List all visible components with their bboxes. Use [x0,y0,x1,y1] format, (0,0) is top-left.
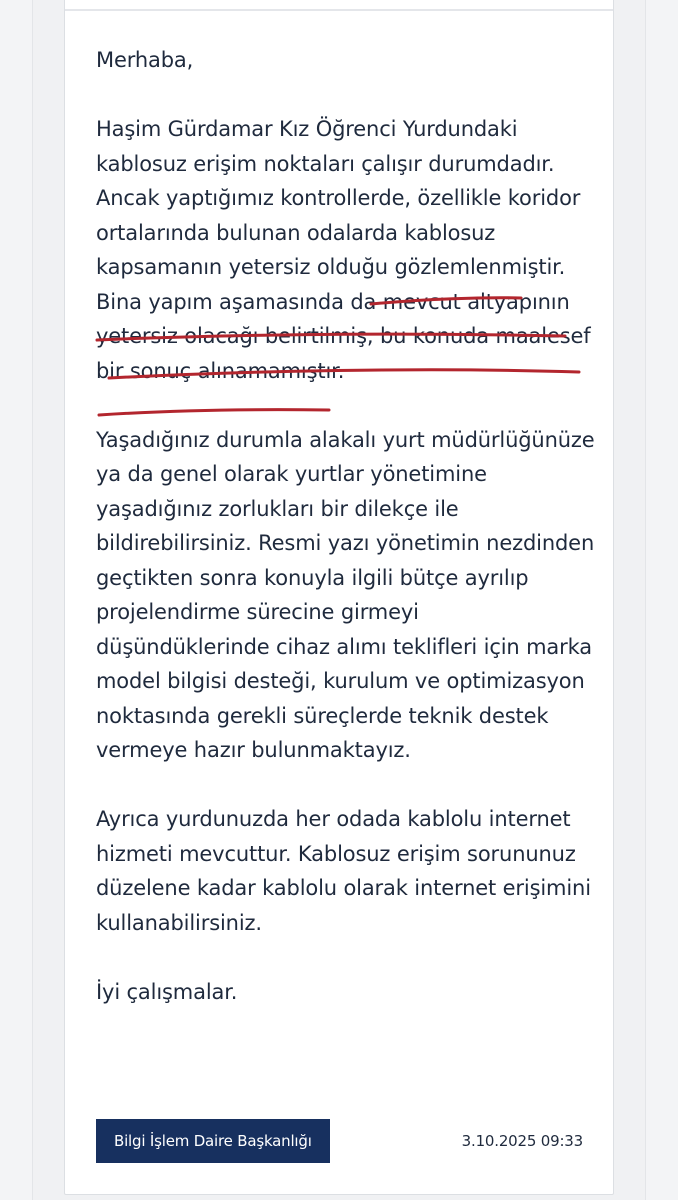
department-badge: Bilgi İşlem Daire Başkanlığı [96,1119,330,1163]
paragraph-petition-advice: Yaşadığınız durumla alakalı yurt müdürlüğünüze ya da genel olarak yurtlar yönetimine yaşadığınız zorlukları bir dilekçe ile bildirebilirsiniz. Resmi yazı yönetimin nezdinden geçtikten sonra konuyla ilgili bütçe ayrılıp projelendirme sürecine girmeyi düşündüklerinde cihaz alımı teklifleri için marka model bilgisi desteği, kurulum ve optimizasyon noktasında gerekli süreçlerde teknik destek vermeye hazır bulunmaktayız. [96,427,595,762]
highlighted-sentence: Bina yapım aşamasında da mevcut altyapının yetersiz olacağı belirtilmiş, bu konuda maalesef bir sonuç alınamamıştır. [96,289,591,383]
message-footer [96,1119,583,1163]
message-card [64,0,614,1195]
message-timestamp: 3.10.2025 09:33 [461,1132,583,1150]
right-gutter [645,0,678,1200]
message-body [96,43,596,1044]
closing-line: İyi çalışmalar. [96,979,238,1004]
paragraph-wifi-status [96,112,596,388]
paragraph-wired-internet: Ayrıca yurdunuzda her odada kablolu internet hizmeti mevcuttur. Kablosuz erişim sorununuz düzelene kadar kablolu olarak internet erişimini kullanabilirsiniz. [96,807,591,935]
left-gutter [0,0,33,1200]
greeting: Merhaba, [96,48,194,72]
card-top-divider [65,9,613,11]
paragraph-wifi-status-text: Haşim Gürdamar Kız Öğrenci Yurdundaki kablosuz erişim noktaları çalışır durumdadır. Ancak yaptığımız kontrollerde, özellikle koridor ortalarında bulunan odalarda kablosuz kapsamanın yetersiz olduğu gözlemlenmiştir. [96,117,581,279]
